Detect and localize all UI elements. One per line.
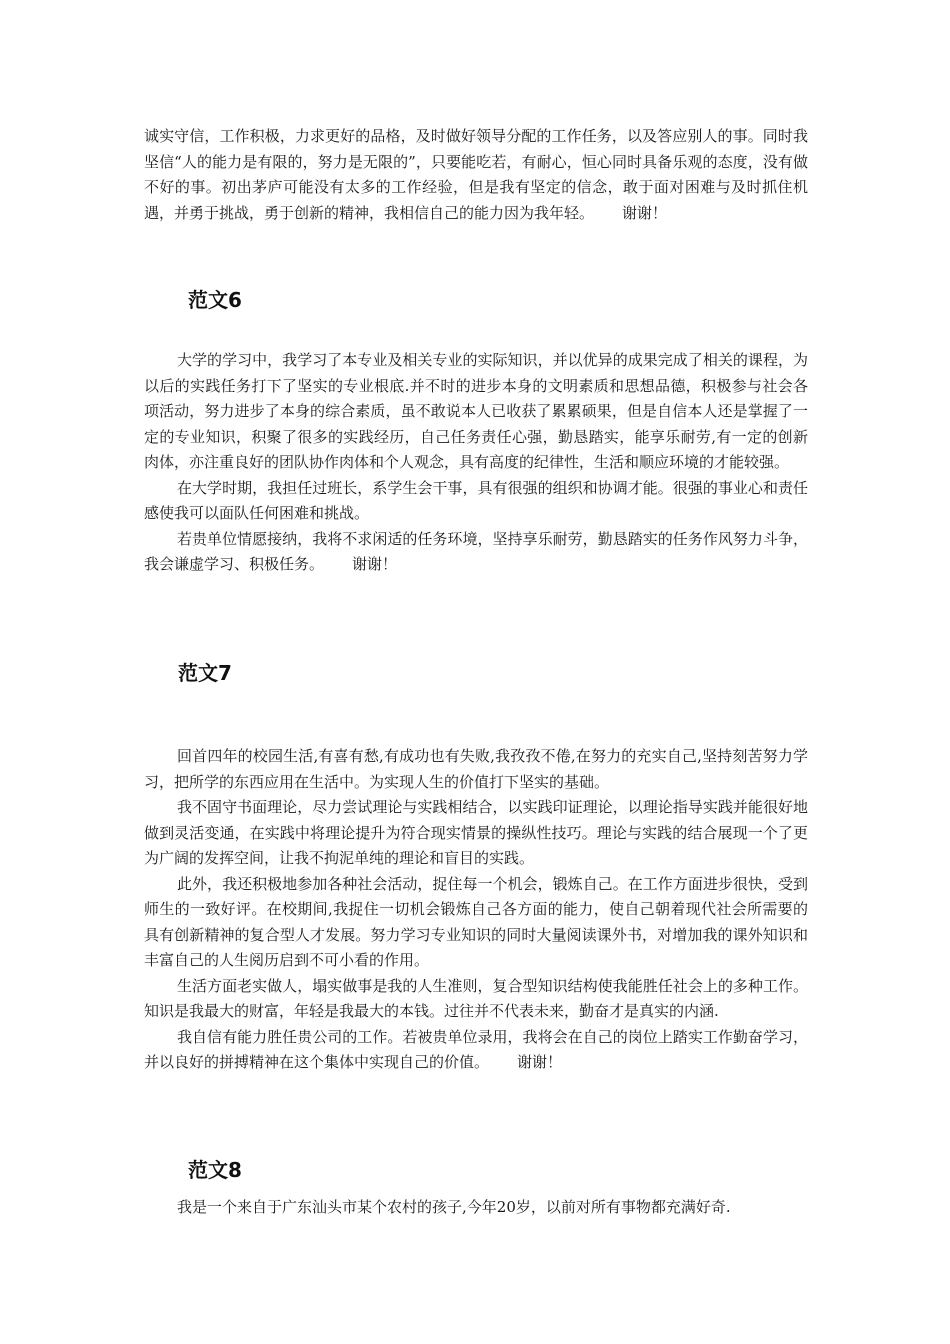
- section7-paragraph: 回首四年的校园生活,有喜有愁,有成功也有失败,我孜孜不倦,在努力的充实自己,坚持刻苦努力学习，把所学的东西应用在生活中。为实现人生的价值打下坚实的基础。: [144, 747, 808, 791]
- thanks-text: 谢谢！: [352, 555, 398, 573]
- section8-title: 范文8: [188, 1158, 242, 1182]
- section7-paragraph: 此外，我还积极地参加各种社会活动，捉住每一个机会，锻炼自己。在工作方面进步很快，受到师生的一致好评。在校期间,我捉住一切机会锻炼自己各方面的能力，使自己朝着现代社会所需要的具有创新精神的复合型人才发展。努力学习专业知识的同时大量阅读课外书，对增加我的课外知识和丰富自己的人生阅历启到不可小看的作用。: [144, 874, 808, 969]
- section8-paragraph: 我是一个来自于广东汕头市某个农村的孩子,今年20岁，以前对所有事物都充满好奇.: [177, 1198, 731, 1216]
- section6-title: 范文6: [188, 288, 242, 312]
- section7-paragraph: 生活方面老实做人，塌实做事是我的人生准则，复合型知识结构使我能胜任社会上的多种工作。知识是我最大的财富，年轻是我最大的本钱。过往并不代表未来，勤奋才是真实的内涵.: [144, 976, 808, 1020]
- thanks-text: 谢谢！: [622, 203, 668, 222]
- section6-body: [144, 348, 808, 578]
- section7-paragraph: 我不固守书面理论，尽力尝试理论与实践相结合，以实践印证理论，以理论指导实践并能很好地做到灵活变通，在实践中将理论提升为符合现实情景的操纵性技巧。理论与实践的结合展现一个了更为广阔的发挥空间，让我不拘泥单纯的理论和盲目的实践。: [144, 798, 808, 867]
- section7-body: [144, 744, 808, 1076]
- section6-paragraph: 在大学时期，我担任过班长，系学生会干事，具有很强的组织和协调才能。很强的事业心和责任感使我可以面队任何困难和挑战。: [144, 478, 808, 522]
- thanks-text: 谢谢！: [517, 1053, 563, 1071]
- section6-paragraph: 若贵单位情愿接纳，我将不求闲适的任务环境，坚持享乐耐劳，勤恳踏实的任务作风努力斗争，我会谦虚学习、积极任务。 谢谢！: [144, 529, 808, 573]
- section5-body: [144, 124, 808, 226]
- section7-title: 范文7: [178, 661, 232, 685]
- section5-paragraph: 诚实守信，工作积极，力求更好的品格，及时做好领导分配的工作任务，以及答应别人的事。同时我坚信“人的能力是有限的，努力是无限的”，只要能吃若，有耐心，恒心同时具备乐观的态度，没有做不好的事。初出茅庐可能没有太多的工作经验，但是我有坚定的信念，敢于面对困难与及时抓住机遇，并勇于挑战，勇于创新的精神，我相信自己的能力因为我年轻。 谢谢！: [144, 127, 808, 222]
- section6-paragraph: 大学的学习中，我学习了本专业及相关专业的实际知识，并以优异的成果完成了相关的课程，为以后的实践任务打下了坚实的专业根底.并不时的进步本身的文明素质和思想品德，积极参与社会各项活动，努力进步了本身的综合素质，虽不敢说本人已收获了累累硕果，但是自信本人还是掌握了一定的专业知识，积聚了很多的实践经历，自己任务责任心强，勤恳踏实，能享乐耐劳,有一定的创新肉体，亦注重良好的团队协作肉体和个人观念，具有高度的纪律性，生活和顺应环境的才能较强。: [144, 351, 808, 471]
- section7-paragraph: 我自信有能力胜任贵公司的工作。若被贵单位录用，我将会在自己的岗位上踏实工作勤奋学习，并以良好的拼搏精神在这个集体中实现自己的价值。 谢谢！: [144, 1027, 808, 1071]
- section8-body: [144, 1195, 808, 1221]
